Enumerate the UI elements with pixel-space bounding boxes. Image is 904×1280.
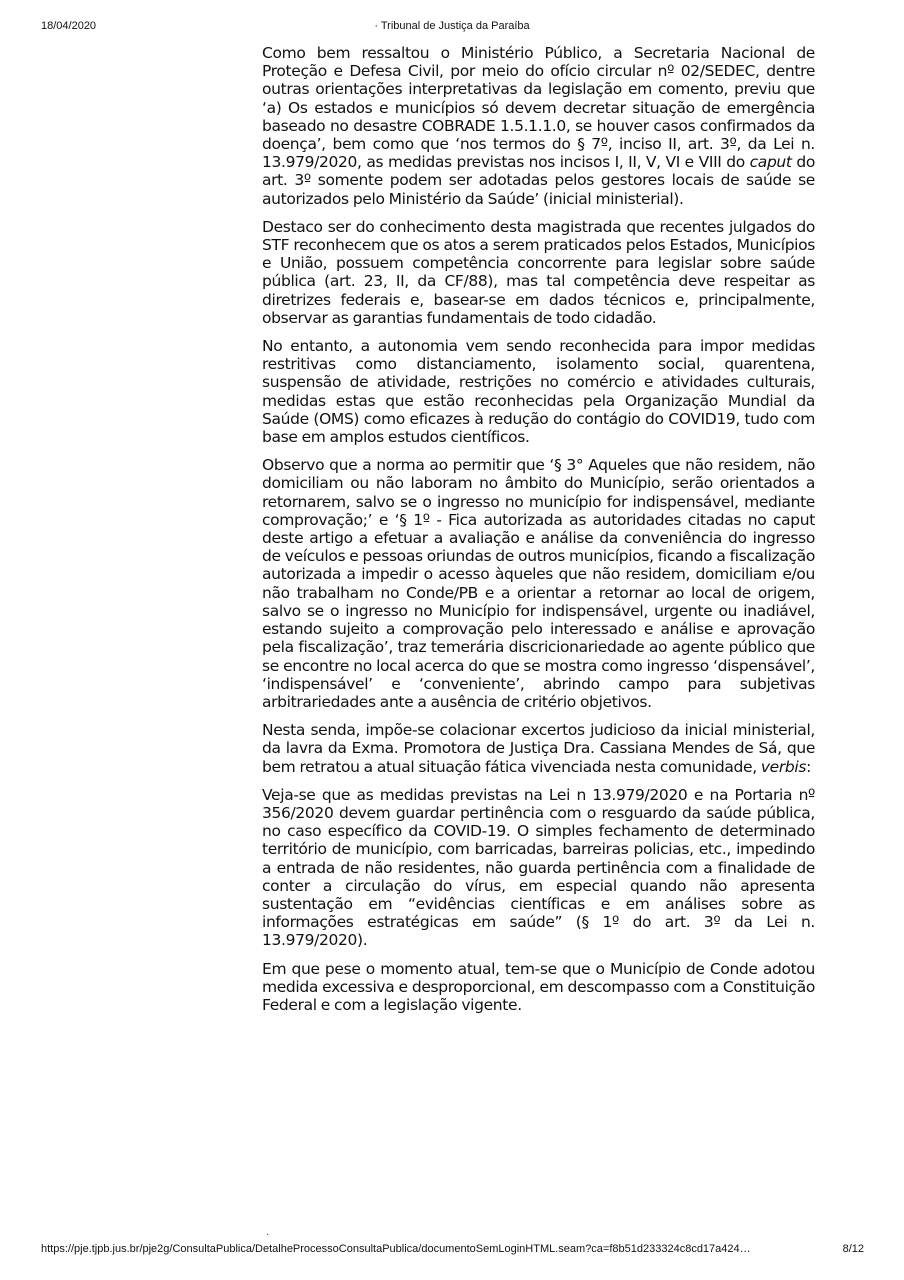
paragraph-4: Observo que a norma ao permitir que ‘§ 3° Aqueles que não residem, não domiciliam ou não laboram no âmbito do Município, serão orientados a retornarem, salvo se o ingresso no município for indispensável, mediante comprovação;’ e ‘§ 1º - Fica autorizada as autoridades citadas no caput deste artigo a efetuar a avaliação e análise da conveniência do ingresso de veículos e pessoas oriundas de outros municípios, ficando a fiscalização autorizada a impedir o acesso àqueles que não residem, domiciliam e/ou não trabalham no Conde/PB e a orientar a retornar ao local de origem, salvo se o ingresso no Município for indispensável, urgente ou inadiável, estando sujeito a comprovação pelo interessado e análise e aprovação pela fiscalização’, traz temerária discricionariedade ao agente público que se encontre no local acerca do que se mostra como ingresso ‘dispensável’, ‘indispensável’ e ‘conveniente’, abrindo campo para subjetivas arbitrariedades ante a ausência de critério objetivos.: [262, 456, 815, 711]
paragraph-7: Em que pese o momento atual, tem-se que o Município de Conde adotou medida excessiva e desproporcional, em descompasso com a Constituição Federal e com a legislação vigente.: [262, 959, 815, 1014]
print-footer: [0, 1243, 904, 1259]
paragraph-5: [262, 721, 815, 776]
page-url[interactable]: https://pje.tjpb.jus.br/pje2g/ConsultaPublica/DetalheProcessoConsultaPublica/documentoSemLoginHTML.seam?ca=f8b51d233324c8cd17a424…: [41, 1243, 751, 1255]
paragraph-1-text-after: do art. 3º somente podem ser adotadas pelos gestores locais de saúde se autorizados pelo Ministério da Saúde’ (inicial ministerial).: [262, 153, 815, 208]
site-title: · Tribunal de Justiça da Paraíba: [374, 20, 530, 32]
document-body: [262, 44, 815, 1024]
paragraph-1: [262, 44, 815, 208]
paragraph-2: Destaco ser do conhecimento desta magistrada que recentes julgados do STF reconhecem que os atos a serem praticados pelos Estados, Municípios e União, possuem competência concorrente para legislar sobre saúde pública (art. 23, II, da CF/88), mas tal competência deve respeitar as diretrizes federais e, basear-se em dados técnicos e, principalmente, observar as garantias fundamentais de todo cidadão.: [262, 217, 815, 327]
paragraph-5-italic: verbis: [760, 757, 807, 776]
print-header: [0, 20, 904, 36]
paragraph-1-italic: caput: [749, 153, 792, 172]
paragraph-5-text: Nesta senda, impõe-se colacionar excertos judicioso da inicial ministerial, da lavra da Exma. Promotora de Justiça Dra. Cassiana Mendes de Sá, que bem retratou a atual situação fática vivenciada nesta comunidade,: [262, 721, 815, 776]
paragraph-6: Veja-se que as medidas previstas na Lei n 13.979/2020 e na Portaria nº 356/2020 devem guardar pertinência com o resguardo da saúde pública, no caso específico da COVID-19. O simples fechamento de determinado território de município, com barricadas, barreiras policias, etc., impedindo a entrada de não residentes, não guarda pertinência com a finalidade de conter a circulação do vírus, em especial quando não apresenta sustentação em “evidências científicas e em análises sobre as informações estratégicas em saúde” (§ 1º do art. 3º da Lei n. 13.979/2020).: [262, 785, 815, 950]
stray-mark: ·: [266, 1229, 270, 1240]
page-indicator: 8/12: [842, 1243, 864, 1255]
paragraph-1-text: Como bem ressaltou o Ministério Público, a Secretaria Nacional de Proteção e Defesa Civil, por meio do ofício circular nº 02/SEDEC, dentre outras orientações interpretativas da legislação em comento, previu que ‘a) Os estados e municípios só devem decretar situação de emergência baseado no desastre COBRADE 1.5.1.1.0, se houver casos confirmados da doença’, bem como que ‘nos termos do § 7º, inciso II, art. 3º, da Lei n. 13.979/2020, as medidas previstas nos incisos I, II, V, VI e VIII do: [262, 44, 815, 172]
print-date: 18/04/2020: [41, 20, 97, 32]
paragraph-5-text-after: :: [806, 757, 811, 776]
paragraph-3: No entanto, a autonomia vem sendo reconhecida para impor medidas restritivas como distanciamento, isolamento social, quarentena, suspensão de atividade, restrições no comércio e atividades culturais, medidas estas que estão reconhecidas pela Organização Mundial da Saúde (OMS) como eficazes à redução do contágio do COVID19, tudo com base em amplos estudos científicos.: [262, 337, 815, 447]
